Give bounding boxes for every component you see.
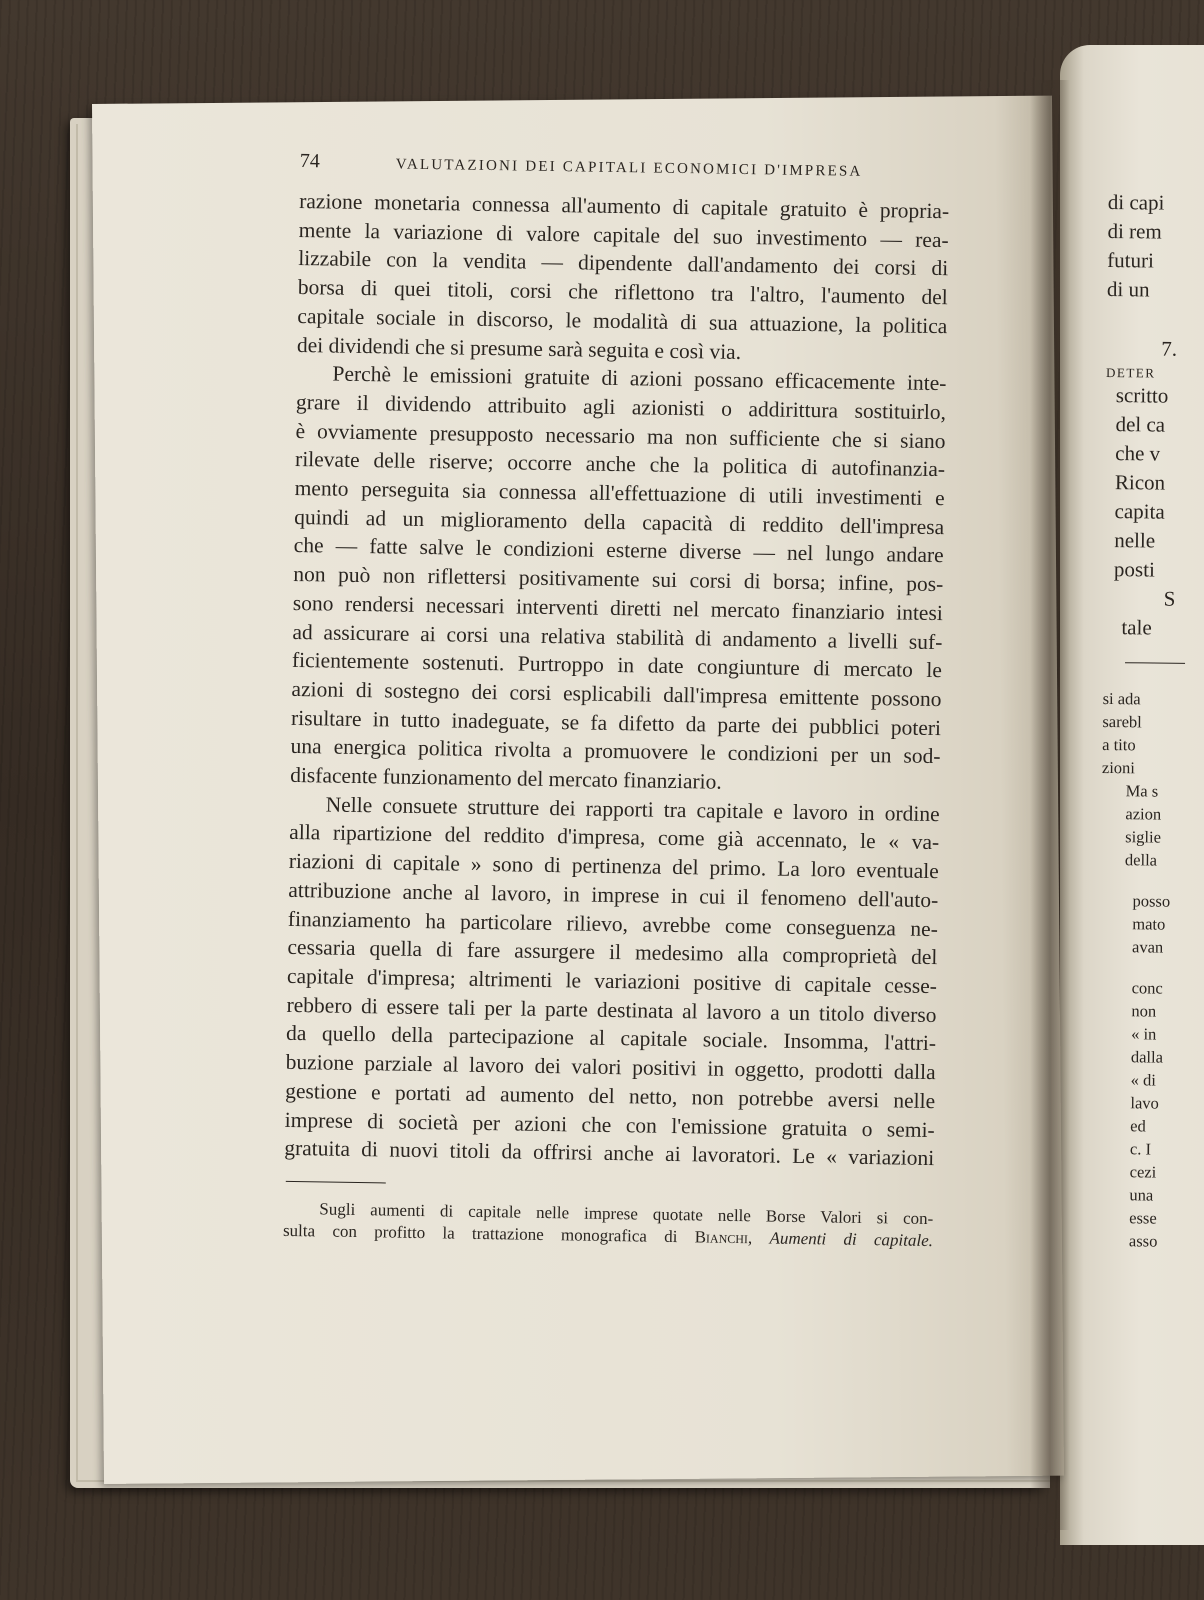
text-line: Perchè le emissioni gratuite di azioni possano efficacemente inte- (332, 361, 947, 396)
book-gutter (1030, 80, 1070, 1530)
fragment-line: ed (1130, 1116, 1146, 1136)
text-line: grare il dividendo attribuito agli azionisti o addirittura sostituirlo, (295, 389, 947, 425)
fragment-line: azion (1125, 804, 1162, 824)
fragment-line: mato (1132, 914, 1166, 934)
text-line: mento perseguita sia connessa all'effettuazione di utili investimenti e (294, 475, 945, 511)
text-line: razione monetaria connessa all'aumento di capitale gratuito è propria- (299, 188, 950, 224)
text-line: ficientemente sostenuti. Purtroppo in date congiunture di mercato le (291, 648, 943, 683)
fragment-line: siglie (1125, 827, 1162, 847)
right-footnote-rule (1125, 662, 1185, 664)
text-line: azioni di sostegno dei corsi esplicabili dall'impresa emittente possono (291, 676, 942, 712)
running-header-title: VALUTAZIONI DEI CAPITALI ECONOMICI D'IMPRESA (395, 156, 863, 180)
text-line: mente la variazione di valore capitale del suo investimento — rea- (298, 217, 949, 252)
text-line: una energica politica rivolta a promuovere le condizioni per un sod- (290, 734, 941, 769)
fragment-line: del ca (1115, 412, 1166, 437)
fragment-line: posso (1132, 891, 1171, 911)
fragment-line: esse (1129, 1208, 1157, 1228)
fragment-line: si ada (1102, 688, 1141, 709)
text-line: lizzabile con la vendita — dipendente dall'andamento dei corsi di (298, 246, 949, 281)
text-line: attribuzione anche al lavoro, in imprese in cui il fenomeno dell'auto- (288, 877, 939, 912)
section-heading-fragment: DETER (1105, 364, 1156, 381)
fragment-line: S (1163, 586, 1176, 611)
footnote-rule (286, 1181, 386, 1184)
fragment-line: Ma s (1125, 781, 1159, 801)
text-line: è ovviamente presupposto necessario ma non sufficiente che si siano (295, 418, 946, 453)
fragment-line: futuri (1107, 247, 1155, 273)
footnote-line: Sugli aumenti di capitale nelle imprese quotate nelle Borse Valori si con- (319, 1199, 934, 1228)
fragment-line: « di (1130, 1070, 1156, 1090)
fragment-line: nelle (1114, 528, 1156, 553)
fragment-line: capita (1114, 499, 1165, 524)
fragment-line: posti (1113, 557, 1155, 582)
fragment-line: di capi (1107, 189, 1165, 215)
fragment-line: scritto (1115, 383, 1169, 408)
fragment-line: sarebl (1102, 711, 1142, 732)
fragment-line: non (1131, 1001, 1157, 1021)
text-line: buzione parziale al lavoro dei valori positivi in oggetto, prodotti dalla (285, 1049, 936, 1085)
right-page-lines-mid (1103, 381, 1188, 643)
fragment-line: della (1124, 850, 1158, 870)
right-notes-block-1 (1101, 687, 1185, 872)
text-line: rebbero di essere tali per la parte destinata al lavoro a un titolo diverso (286, 992, 937, 1027)
text-line: borsa di quei titoli, corsi che riflettono tra l'altro, l'aumento del (297, 275, 948, 310)
text-line: gratuita di nuovi titoli da offrirsi anche ai lavoratori. Le « variazioni (284, 1136, 935, 1171)
footnote-separator: , (747, 1228, 770, 1248)
text-line: capitale d'impresa; altrimenti le variazioni positive di capitale cesse- (286, 963, 938, 999)
left-page-text (283, 150, 950, 1252)
fragment-line: asso (1128, 1231, 1158, 1251)
fragment-line: cezi (1129, 1162, 1157, 1182)
footnote-text: sulta con profitto la trattazione monografica di (282, 1220, 695, 1247)
text-line: ad assicurare ai corsi una relativa stabilità di andamento a livelli suf- (292, 619, 943, 654)
fragment-line: « in (1131, 1024, 1157, 1044)
text-line: capitale sociale in discorso, le modalità di sua attuazione, la politica (297, 303, 948, 339)
text-line: dei dividendi che si presume sarà seguita e così via. (296, 332, 742, 364)
fragment-line: a tito (1102, 734, 1136, 755)
fragment-line: zioni (1101, 757, 1136, 778)
text-line: gestione e portati ad aumento del netto, non potrebbe aversi nelle (285, 1078, 936, 1113)
text-line: finanziamento ha particolare rilievo, avrebbe come conseguenza ne- (287, 906, 939, 941)
fragment-line: che v (1115, 441, 1161, 466)
fragment-line: c. I (1129, 1139, 1152, 1159)
right-page-text (1097, 188, 1190, 1253)
fragment-line: una (1129, 1185, 1154, 1205)
section-number: 7. (1161, 336, 1178, 361)
text-line: riazioni di capitale » sono di pertinenza del primo. La loro eventuale (288, 849, 939, 884)
text-line: alla ripartizione del reddito d'impresa, come già accennato, le « va- (289, 820, 940, 855)
text-line: sono rendersi necessari interventi diretti nel mercato finanziario intesi (292, 590, 943, 625)
right-page-lines-top (1107, 188, 1190, 305)
text-line: imprese di società per azioni che con l'emissione gratuita o semi- (284, 1107, 935, 1142)
fragment-line: avan (1131, 937, 1164, 957)
fragment-line: di rem (1107, 218, 1162, 244)
text-line: rilevate delle riserve; occorre anche che la politica di autofinanzia- (294, 447, 946, 482)
text-line: non può non riflettersi positivamente sui corsi di borsa; infine, pos- (293, 562, 944, 597)
fragment-line: tale (1121, 615, 1152, 640)
fragment-line: conc (1131, 978, 1163, 998)
fragment-line: lavo (1130, 1093, 1159, 1113)
right-notes-block-3 (1097, 976, 1182, 1253)
body-text (284, 187, 949, 1173)
text-line: disfacente funzionamento del mercato finanziario. (289, 762, 722, 794)
text-line: risultare in tutto inadeguate, se fa difetto da parte dei pubblici poteri (290, 705, 942, 740)
text-line: cessaria quella di fare assurgere il medesimo alla comproprietà del (287, 935, 938, 970)
fragment-line: Ricon (1114, 470, 1166, 495)
text-line: Nelle consuete strutture dei rapporti tra capitale e lavoro in ordine (325, 792, 940, 826)
text-line: quindi ad un miglioramento della capacità di reddito dell'impresa (294, 504, 945, 539)
fragment-line: dalla (1130, 1047, 1164, 1067)
footnote-book-title: Aumenti di capitale. (769, 1228, 934, 1250)
text-line: che — fatte salve le condizioni esterne diverse — nel lungo andare (293, 533, 944, 568)
fragment-line: di un (1106, 276, 1150, 302)
right-notes-block-2 (1100, 889, 1183, 959)
page-number: 74 (299, 150, 320, 173)
footnote-author: Bianchi (694, 1227, 749, 1248)
text-line: da quello della partecipazione al capitale sociale. Insomma, l'attri- (285, 1021, 937, 1056)
